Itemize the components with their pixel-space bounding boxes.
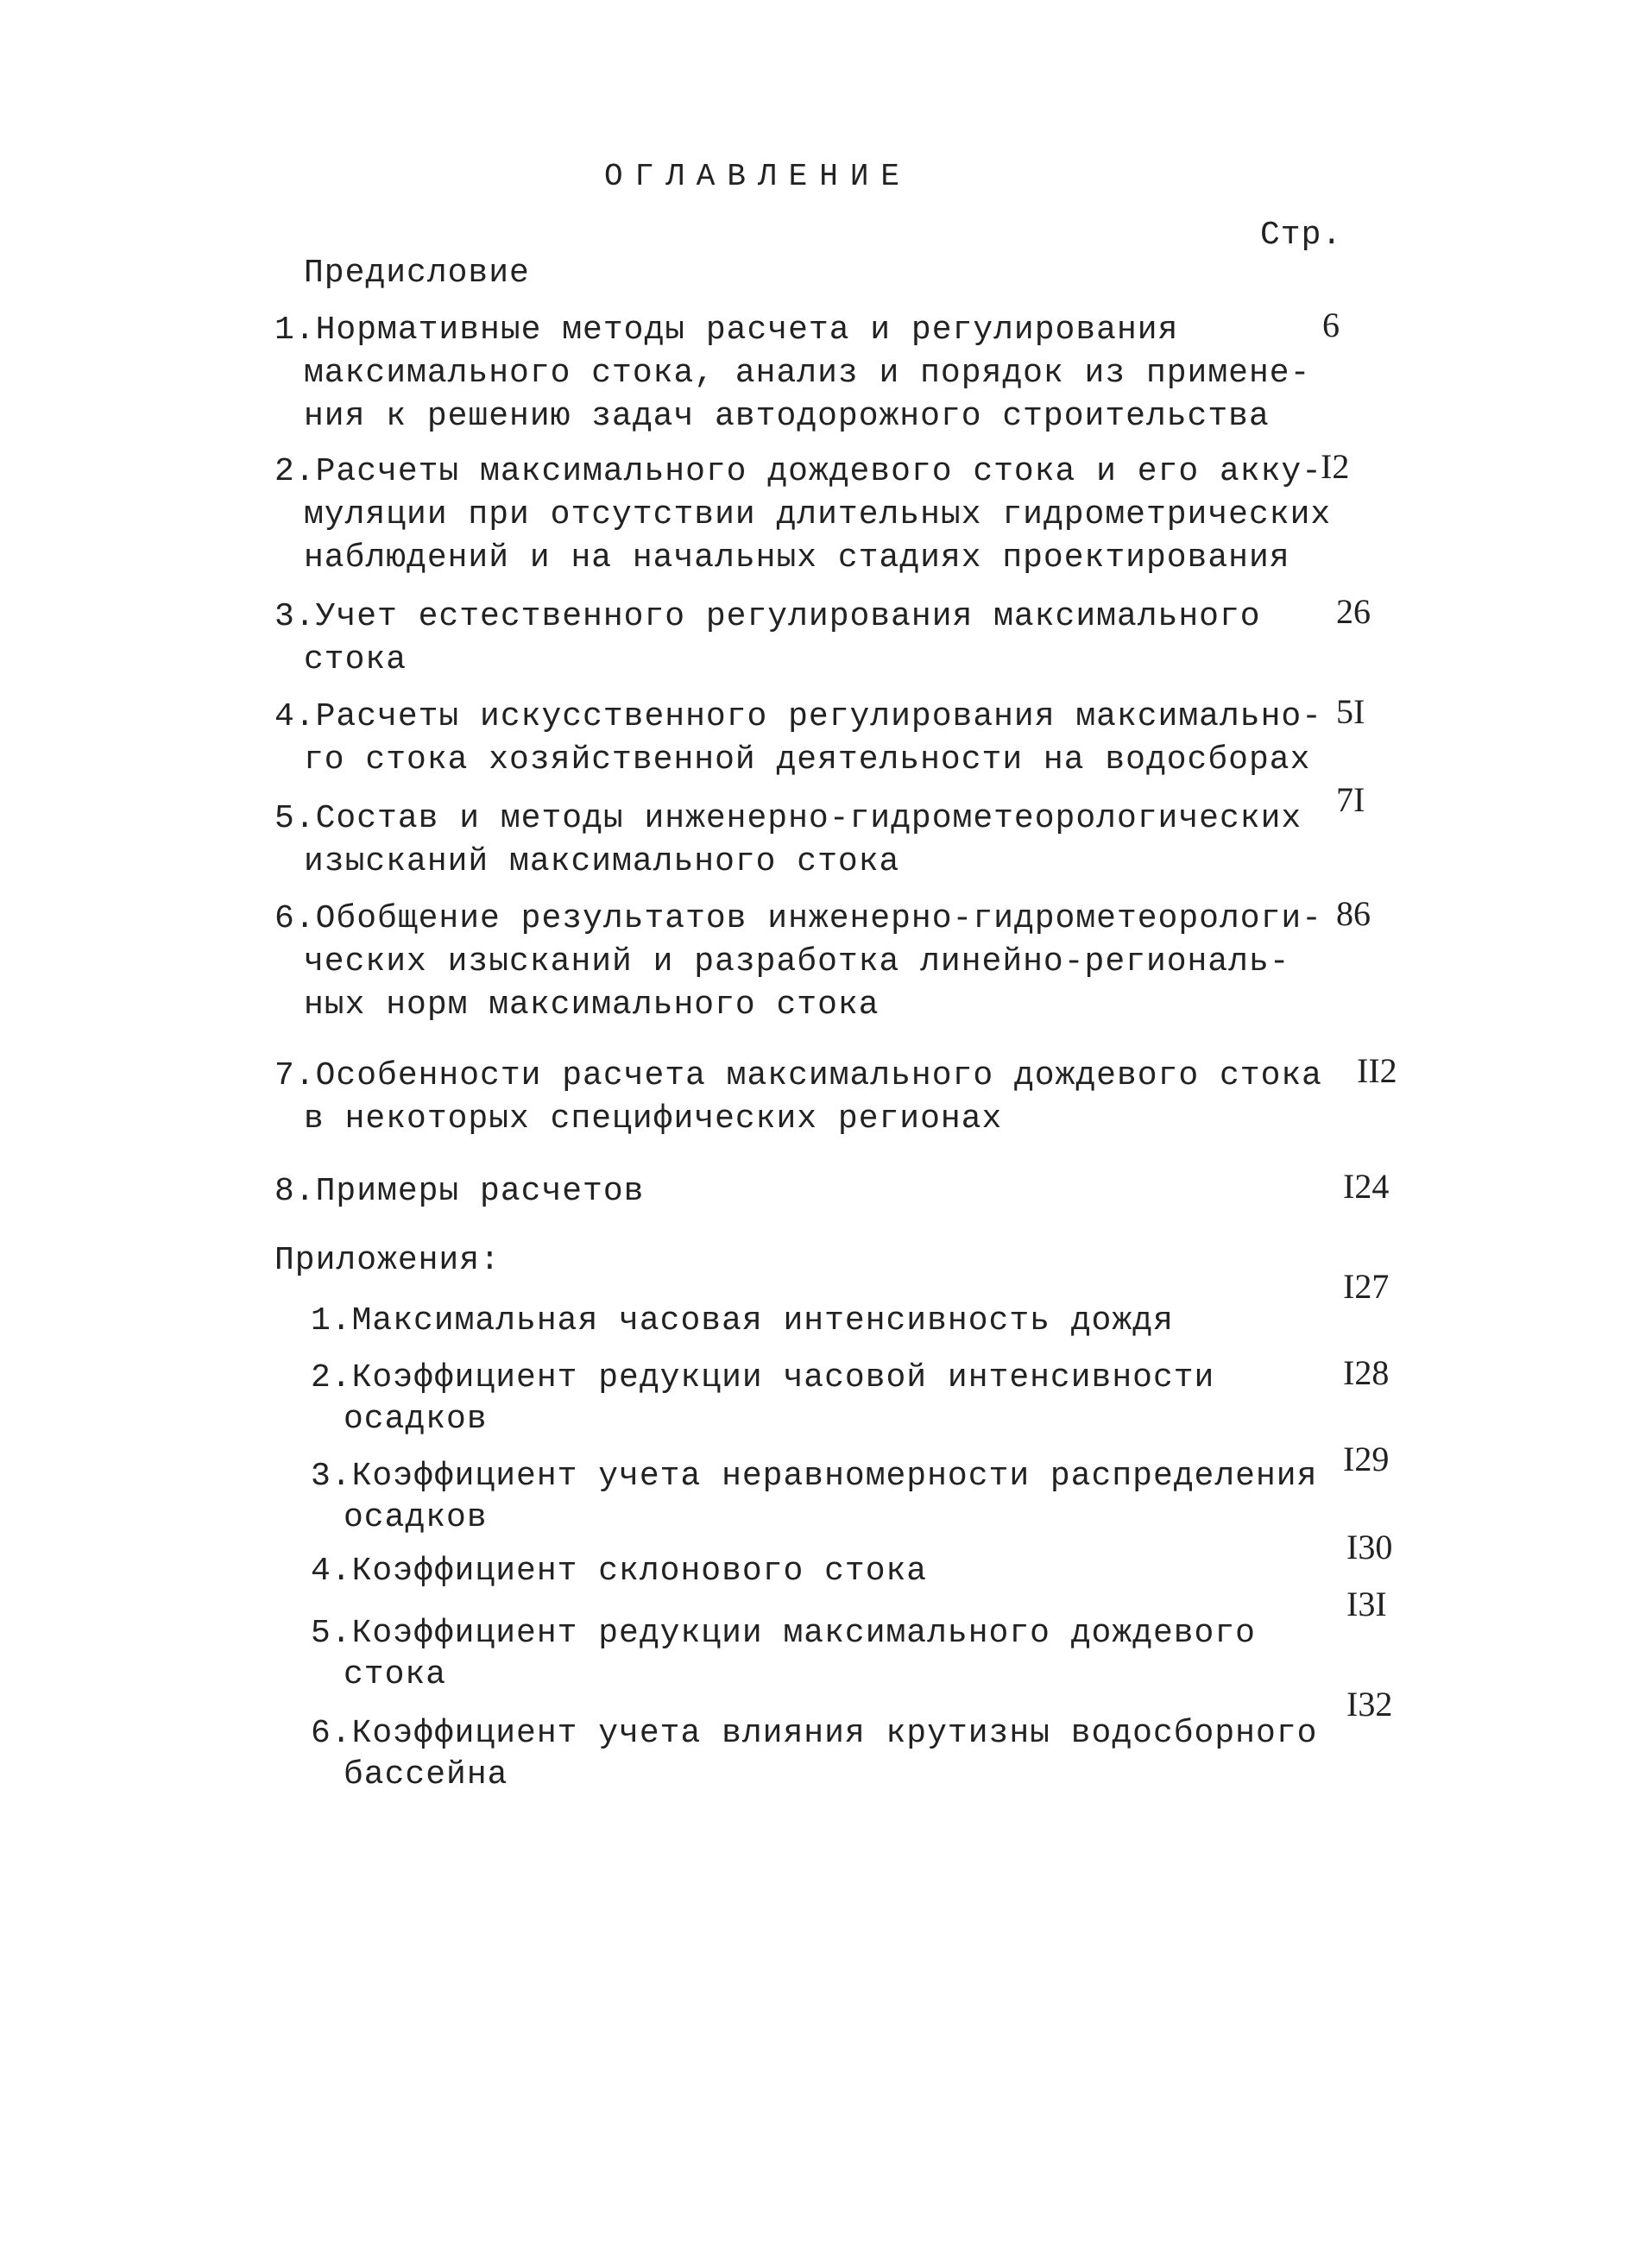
toc-entry-line: ных норм максимального стока — [304, 986, 880, 1024]
toc-entry-line: стока — [344, 1656, 447, 1693]
toc-entry-line: 1.Нормативные методы расчета и регулирования — [274, 312, 1179, 349]
toc-entry-line: 1.Максимальная часовая интенсивность дождя — [311, 1302, 1174, 1339]
toc-page-number: I24 — [1343, 1167, 1390, 1206]
toc-entry-line: муляции при отсутствии длительных гидрометрических — [304, 496, 1332, 533]
toc-entry-line: 7.Особенности расчета максимального дождевого стока — [274, 1057, 1322, 1094]
toc-entry-line: в некоторых специфических регионах — [304, 1100, 1003, 1138]
toc-entry-line: наблюдений и на начальных стадиях проектирования — [304, 539, 1290, 577]
toc-entry-line: максимального стока, анализ и порядок из примене- — [304, 355, 1311, 392]
toc-entry-line: изысканий максимального стока — [304, 843, 900, 880]
toc-page-number: 6 — [1322, 306, 1340, 344]
toc-page-number: 26 — [1336, 592, 1371, 631]
toc-page-number: 86 — [1336, 894, 1371, 933]
toc-entry-line: 4.Коэффициент склонового стока — [311, 1553, 928, 1590]
page-column-header: Стр. — [1260, 217, 1343, 254]
toc-entry-line: 3.Коэффициент учета неравномерности распределения — [311, 1458, 1318, 1495]
toc-entry-line: 4.Расчеты искусственного регулирования максимально- — [274, 698, 1322, 735]
toc-page-number: I30 — [1346, 1528, 1393, 1566]
toc-entry-line: стока — [304, 641, 407, 678]
toc-entry-line: 6.Коэффициент учета влияния крутизны водосборного — [311, 1715, 1318, 1752]
toc-entry-line: 5.Коэффициент редукции максимального дождевого — [311, 1615, 1256, 1652]
toc-page-number: I2 — [1321, 447, 1350, 486]
toc-entry-line: осадков — [344, 1401, 488, 1438]
page-title: ОГЛАВЛЕНИЕ — [604, 159, 912, 194]
toc-entry-line: бассейна — [344, 1756, 508, 1793]
toc-page-number: 5I — [1336, 692, 1365, 731]
toc-entry-line: 3.Учет естественного регулирования максимального — [274, 598, 1261, 635]
toc-entry-line: 2.Коэффициент редукции часовой интенсивности — [311, 1359, 1215, 1396]
toc-page-number: I32 — [1346, 1685, 1393, 1724]
preface-entry: Предисловие — [304, 255, 530, 292]
toc-entry-line: ния к решению задач автодорожного строительства — [304, 398, 1270, 435]
toc-entry-line: 2.Расчеты максимального дождевого стока и его акку- — [274, 453, 1322, 490]
toc-entry-line: ческих изысканий и разработка линейно-региональ- — [304, 943, 1290, 980]
toc-page-number: I3I — [1346, 1585, 1387, 1623]
toc-page-number: 7I — [1336, 780, 1365, 819]
toc-entry-line: го стока хозяйственной деятельности на водосборах — [304, 741, 1311, 778]
appendix-heading: Приложения: — [274, 1242, 501, 1279]
toc-entry-line: осадков — [344, 1499, 488, 1536]
toc-entry-line: 5.Состав и методы инженерно-гидрометеорологических — [274, 800, 1302, 837]
toc-page-number: I29 — [1343, 1440, 1390, 1478]
toc-page-number: II2 — [1357, 1051, 1397, 1090]
toc-entry-line: 6.Обобщение результатов инженерно-гидрометеорологи- — [274, 900, 1322, 937]
toc-page-number: I27 — [1343, 1267, 1390, 1306]
toc-page-number: I28 — [1343, 1353, 1390, 1392]
toc-entry-line: 8.Примеры расчетов — [274, 1173, 645, 1210]
